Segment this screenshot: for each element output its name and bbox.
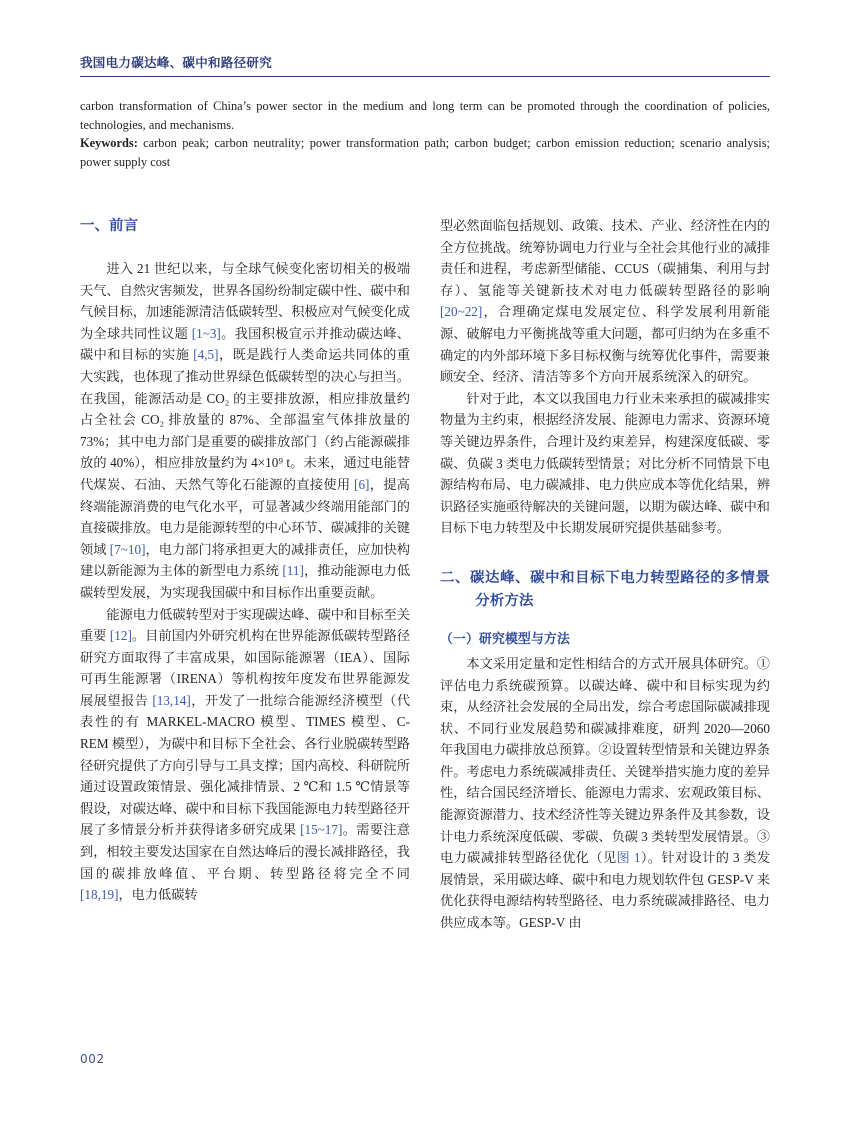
citation-1-3[interactable]: [1~3]	[191, 325, 221, 341]
paragraph-1	[80, 258, 410, 604]
para-1-text-f: ，推动能源电力低碳转型发展，为实现我国碳中和目标作出重要贡献。	[80, 563, 411, 600]
keywords-paragraph	[80, 134, 770, 171]
running-head-rule	[80, 76, 770, 77]
citation-13-14[interactable]: [13,14]	[152, 692, 191, 708]
para-3-text-b: ，合理确定煤电发展定位、科学发展利用新能源、破解电力平衡挑战等重大问题，都可归纳为在多重不确定的内外部环境下多目标权衡与统筹优化事件，需要兼顾安全、经济、清洁等多个方向开展系统深入的研究。	[440, 304, 770, 385]
abstract-tail-paragraph: carbon transformation of China’s power sector in the medium and long term can be promoted through the coordination of policies, technologies, and mechanisms.	[80, 99, 770, 132]
para-3-text-a: 型必然面临包括规划、政策、技术、产业、经济性在内的全方位挑战。统筹协调电力行业与全社会其他行业的减排责任和进程，考虑新型储能、CCUS（碳捕集、利用与封存）、氢能等关键新技术对电力低碳转型路径的影响	[440, 218, 770, 298]
para-1-text-b: 。我国积极宣示并推动碳达峰、碳中和目标的实施	[80, 325, 410, 363]
left-column	[80, 215, 410, 906]
para-5-text-a: 本文采用定量和定性相结合的方式开展具体研究。①评估电力系统碳预算。以碳达峰、碳中和目标实现为约束，从经济社会发展的全局出发，综合考虑国际碳减排现状、不同行业发展趋势和碳减排难度，研判 2020—2060 年我国电力碳排放总预算。②设置转型情景和关键边界条件。考虑电力系统碳减排责任、关键举措实施力度的差异性，结合国民经济增长、能源电力需求、宏观政策目标、能源资源潜力、技术经济性等关键边界条件及其参数，设计电力系统深度低碳、零碳、负碳 3 类转型发展情景。③电力碳减排转型路径优化（见	[440, 655, 770, 866]
citation-7-10[interactable]: [7~10]	[109, 541, 146, 557]
para-5-text-b: ）。针对设计的 3 类发展情景，采用碳达峰、碳中和电力规划软件包 GESP-V 来优化获得电源结构转型路径、电力系统碳减排路径、电力供应成本等。GESP-V 由	[440, 850, 771, 931]
citation-12[interactable]: [12]	[109, 628, 132, 644]
running-head-title: 我国电力碳达峰、碳中和路径研究	[80, 55, 273, 70]
section-2-heading: 二、碳达峰、碳中和目标下电力转型路径的多情景分析方法	[440, 569, 770, 609]
para-1-text-c: ，既是践行人类命运共同体的重大实践，也体现了推动世界绿色低碳转型的决心与担当。在我国，能源活动是 CO₂ 的主要排放源，相应排放量约占全社会 CO₂ 排放量的 87%、全部温室气体排放量的 73%；其中电力部门是重要的碳排放部门（约占能源碳排放的 40%），相应排放量约为 4×10⁹ t。未来，通过电能替代煤炭、石油、天然气等化石能源的直接使用	[80, 347, 411, 492]
para-2-text-c: ，开发了一批综合能源经济模型（代表性的有 MARKEL-MACRO 模型、TIMES 模型、C-REM 模型），为碳中和目标下全社会、各行业脱碳转型路径研究提供了方向引导与工具支撑；国内高校、科研院所通过设置政策情景、强化减排情景、2 ℃和 1.5 ℃情景等假设，对碳达峰、碳中和目标下我国能源电力转型路径开展了多情景分析并获得诸多研究成果	[80, 692, 411, 838]
para-1-text-d: ，提高终端能源消费的电气化水平，可显著减少终端用能部门的直接碳排放。电力是能源转型的中心环节、碳减排的关键领域	[80, 476, 410, 557]
keywords-text: carbon peak; carbon neutrality; power transformation path; carbon budget; carbon emission reduction; scenario analysis; power supply cost	[80, 136, 770, 169]
citation-4-5[interactable]: [4,5]	[193, 347, 219, 363]
para-2-text-d: 。需要注意到，相较主要发达国家在自然达峰后的漫长减排路径，我国的碳排放峰值、平台期、转型路径将完全不同	[80, 822, 411, 881]
citation-18-19[interactable]: [18,19]	[80, 887, 119, 903]
paragraph-5	[440, 653, 770, 934]
subsection-1-heading: （一）研究模型与方法	[440, 631, 570, 647]
para-1-text-a: 进入 21 世纪以来，与全球气候变化密切相关的极端天气、自然灾害频发，世界各国纷纷制定碳中性、碳中和气候目标，加速能源清洁低碳转型、积极应对气候变化成为全球共同性议题	[80, 261, 410, 341]
citation-20-22[interactable]: [20~22]	[440, 304, 483, 320]
para-2-text-b: 。目前国内外研究机构在世界能源低碳转型路径研究方面取得了丰富成果，如国际能源署（IEA）、国际可再生能源署（IRENA）等机构按年度发布世界能源发展展望报告	[80, 628, 411, 708]
figure-1-reference[interactable]: 图 1	[616, 850, 641, 866]
citation-6[interactable]: [6]	[354, 476, 370, 492]
keywords-label: Keywords:	[80, 136, 138, 151]
citation-15-17[interactable]: [15~17]	[300, 822, 343, 838]
paragraph-4: 针对于此，本文以我国电力行业未来承担的碳减排实物量为主约束，根据经济发展、能源电力需求、资源环境等关键边界条件，合理计及约束差异，构建深度低碳、零碳、负碳 3 类电力低碳转型情景；对比分析不同情景下电源结构布局、电力碳减排、电力供应成本等优化结果，辨识路径实施亟待解决的关键问题，以期为碳达峰、碳中和目标下电力转型及中长期发展研究提供基础参考。	[440, 390, 770, 536]
para-2-text-a: 能源电力低碳转型对于实现碳达峰、碳中和目标至关重要	[80, 606, 410, 644]
paragraph-2	[80, 604, 410, 906]
citation-11[interactable]: [11]	[282, 563, 304, 579]
right-column	[440, 215, 770, 934]
abstract-block	[80, 97, 770, 171]
running-head	[80, 54, 770, 77]
page-number: 002	[80, 1052, 105, 1066]
section-1-heading: 一、前言	[80, 218, 139, 234]
paragraph-3	[440, 215, 770, 388]
para-2-text-e: ，电力低碳转	[118, 887, 198, 903]
para-1-text-e: ，电力部门将承担更大的减排责任，应加快构建以新能源为主体的新型电力系统	[80, 541, 411, 579]
